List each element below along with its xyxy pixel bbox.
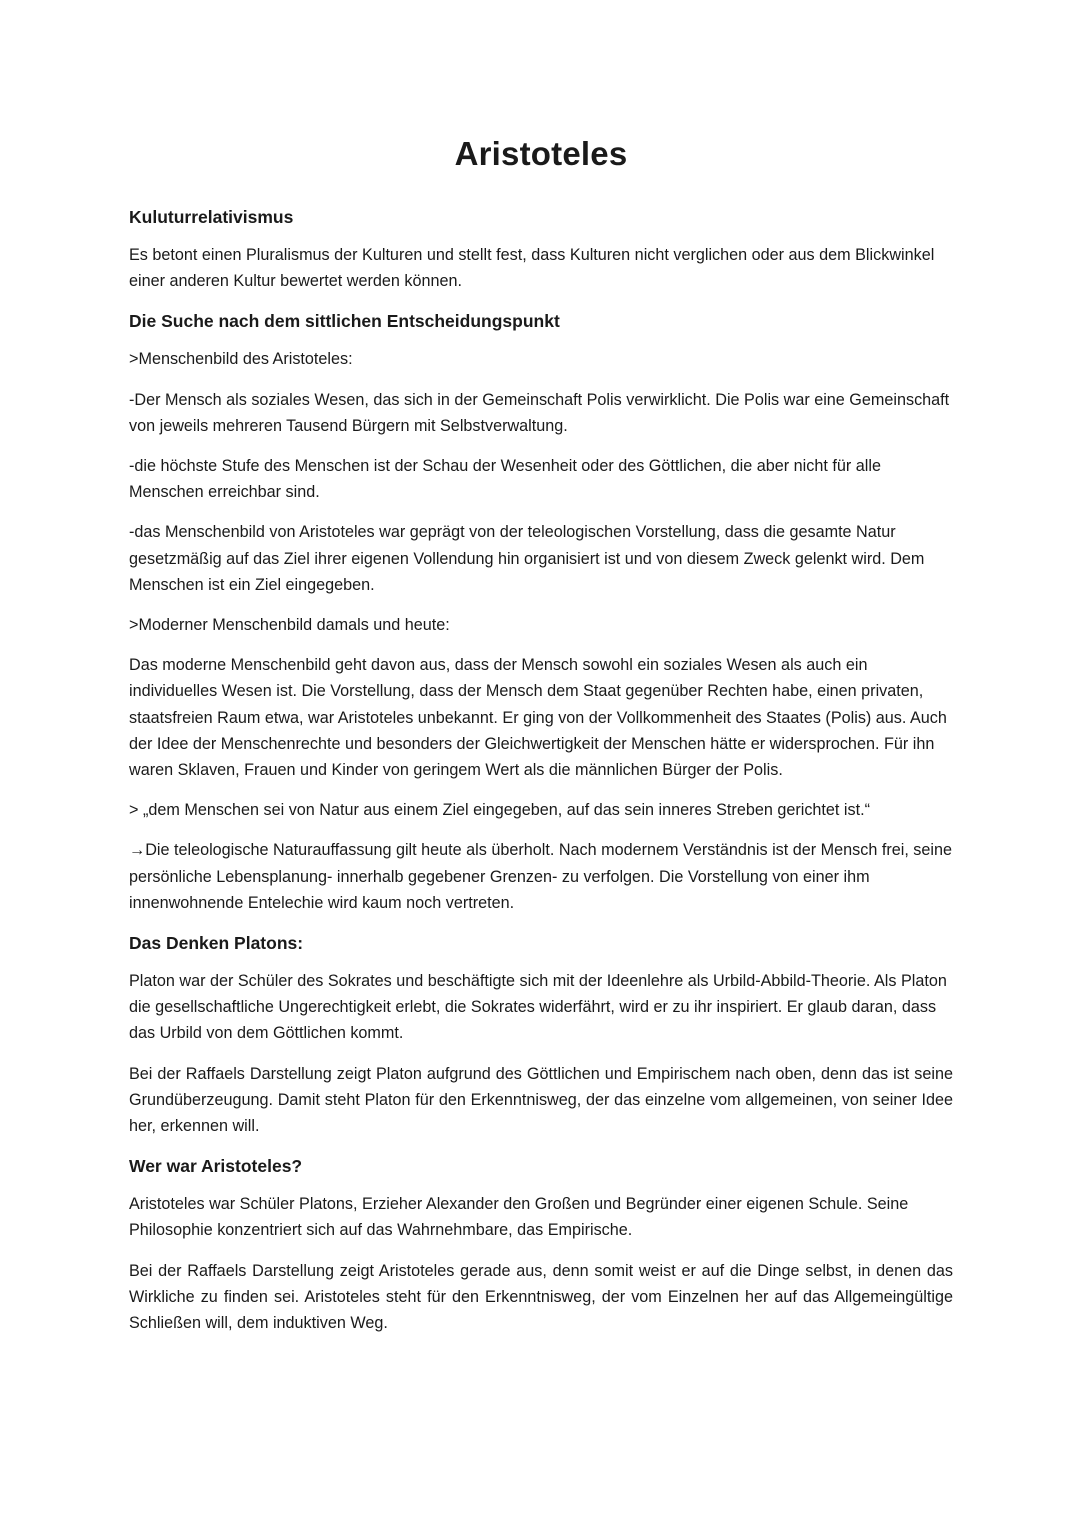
section-denken-platons bbox=[129, 930, 953, 1139]
paragraph: > „dem Menschen sei von Natur aus einem Ziel eingegeben, auf das sein inneres Streben gerichtet ist.“ bbox=[129, 801, 870, 820]
section-kulturrelativismus bbox=[129, 204, 953, 294]
section-wer-war-aristoteles bbox=[129, 1153, 953, 1336]
paragraph: -Der Mensch als soziales Wesen, das sich in der Gemeinschaft Polis verwirklicht. Die Polis war eine Gemeinschaft von jeweils mehreren Tausend Bürgern mit Selbstverwaltung. bbox=[129, 390, 950, 435]
heading-wer-war-aristoteles: Wer war Aristoteles? bbox=[129, 1156, 303, 1177]
heading-sittlicher-entscheidungspunkt: Die Suche nach dem sittlichen Entscheidungspunkt bbox=[129, 311, 560, 332]
document-page bbox=[129, 130, 953, 1350]
paragraph: >Moderner Menschenbild damals und heute: bbox=[129, 616, 450, 635]
paragraph: →Die teleologische Naturauffassung gilt heute als überholt. Nach modernem Verständnis ist der Mensch frei, seine persönliche Lebensplanung- innerhalb gegebener Grenzen- zu verfolgen. Die Vorstellung von einer ihm innenwohnende Entelechie wird kaum noch vertreten. bbox=[129, 841, 953, 912]
section-sittlicher-entscheidungspunkt bbox=[129, 308, 953, 916]
paragraph: Das moderne Menschenbild geht davon aus, dass der Mensch sowohl ein soziales Wesen als auch ein individuelles Wesen ist. Die Vorstellung, dass der Mensch dem Staat gegenüber Rechten habe, einen privaten, staatsfreien Raum etwa, war Aristoteles unbekannt. Er ging von der Vollkommenheit des Staates (Polis) aus. Auch der Idee der Menschenrechte und besonders der Gleichwertigkeit der Menschen hätte er widersprochen. Für ihn waren Sklaven, Frauen und Kinder von geringem Wert als die männlichen Bürger der Polis. bbox=[129, 656, 947, 780]
paragraph: Aristoteles war Schüler Platons, Erzieher Alexander den Großen und Begründer einer eigenen Schule. Seine Philosophie konzentriert sich auf das Wahrnehmbare, das Empirische. bbox=[129, 1195, 909, 1240]
paragraph: >Menschenbild des Aristoteles: bbox=[129, 350, 353, 369]
document-title: Aristoteles bbox=[454, 135, 628, 172]
heading-denken-platons: Das Denken Platons: bbox=[129, 933, 304, 954]
heading-kulturrelativismus: Kuluturrelativismus bbox=[129, 207, 294, 227]
paragraph: -das Menschenbild von Aristoteles war geprägt von der teleologischen Vorstellung, dass die gesamte Natur gesetzmäßig auf das Ziel ihrer eigenen Vollendung hin organisiert ist und von diesem Zweck gelenkt wird. Dem Menschen ist ein Ziel eingegeben. bbox=[129, 523, 925, 594]
paragraph: Platon war der Schüler des Sokrates und beschäftigte sich mit der Ideenlehre als Urbild-Abbild-Theorie. Als Platon die gesellschaftliche Ungerechtigkeit erlebt, die Sokrates widerfährt, wird er zu ihr inspiriert. Er glaub daran, dass das Urbild von dem Göttlichen kommt. bbox=[129, 972, 947, 1043]
paragraph: Bei der Raffaels Darstellung zeigt Platon aufgrund des Göttlichen und Empirischem nach oben, denn das ist seine Grundüberzeugung. Damit steht Platon für den Erkenntnisweg, der das einzelne vom allgemeinen, von seiner Idee her, erkennen will. bbox=[129, 1064, 953, 1136]
paragraph: -die höchste Stufe des Menschen ist der Schau der Wesenheit oder des Göttlichen, die aber nicht für alle Menschen erreichbar sind. bbox=[129, 457, 881, 502]
paragraph: Bei der Raffaels Darstellung zeigt Aristoteles gerade aus, denn somit weist er auf die Dinge selbst, in denen das Wirkliche zu finden sei. Aristoteles steht für den Erkenntnisweg, der vom Einzelnen her auf das Allgemeingültige Schließen will, dem induktiven Weg. bbox=[129, 1261, 953, 1333]
paragraph: Es betont einen Pluralismus der Kulturen und stellt fest, dass Kulturen nicht verglichen oder aus dem Blickwinkel einer anderen Kultur bewertet werden können. bbox=[129, 246, 935, 291]
